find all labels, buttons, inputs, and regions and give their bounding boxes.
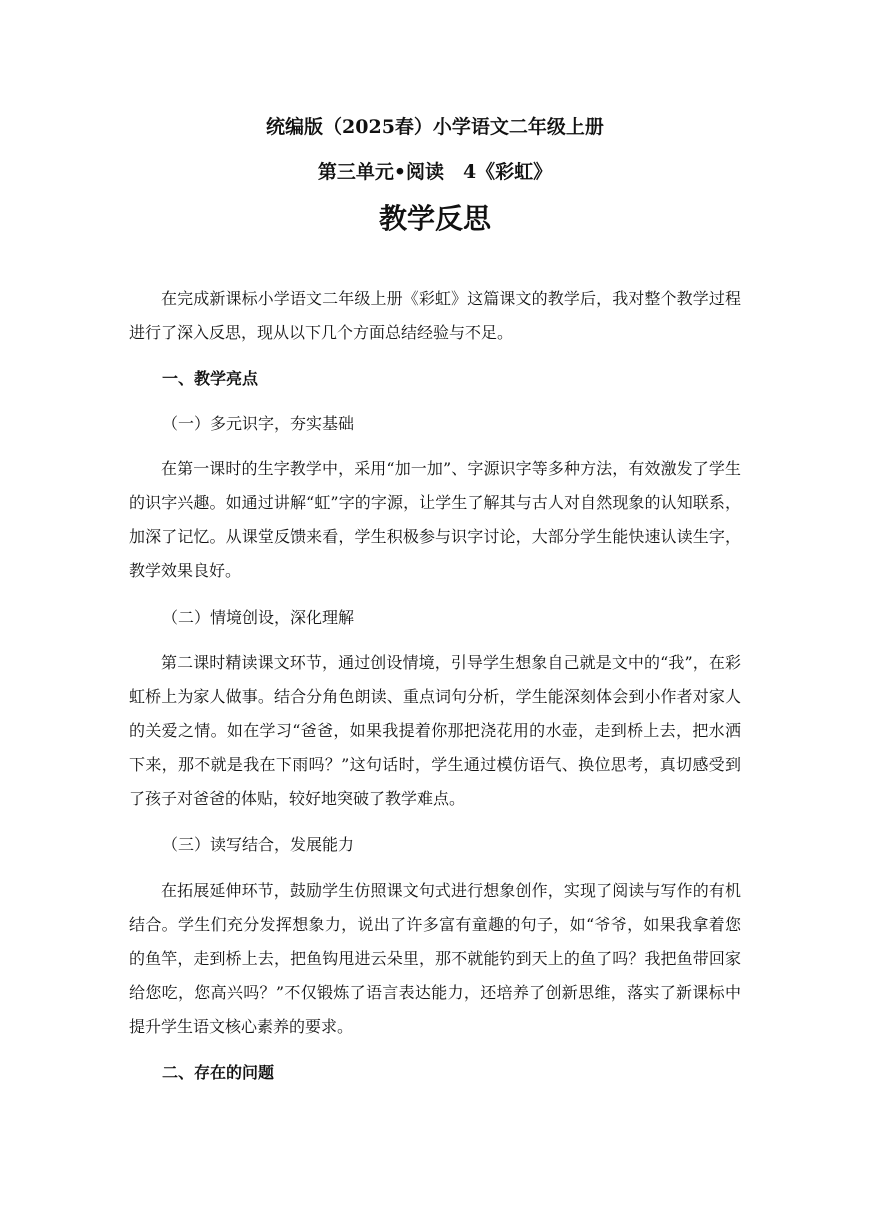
subsection-title-reading-writing: （三）读写结合，发展能力 [162,835,355,854]
intro-paragraph: 在完成新课标小学语文二年级上册《彩虹》这篇课文的教学后，我对整个教学过程进行了深入反思，现从以下几个方面总结经验与不足。 [129,289,741,342]
section-heading-problems: 二、存在的问题 [162,1063,275,1082]
document-series-title: 统编版（2025春）小学语文二年级上册 [266,116,604,138]
page-title: 教学反思 [378,202,491,235]
lesson-title: 第三单元•阅读 4《彩虹》 [317,161,553,183]
subsection-title-literacy: （一）多元识字，夯实基础 [162,414,355,433]
subsection-body-literacy: 在第一课时的生字教学中，采用“加一加”、字源识字等多种方法，有效激发了学生的识字兴趣。如通过讲解“虹”字的字源，让学生了解其与古人对自然现象的认知联系，加深了记忆。从课堂反馈来看，学生积极参与识字讨论，大部分学生能快速认读生字，教学效果良好。 [129,459,741,580]
subsection-body-context: 第二课时精读课文环节，通过创设情境，引导学生想象自己就是文中的“我”，在彩虹桥上为家人做事。结合分角色朗读、重点词句分析，学生能深刻体会到小作者对家人的关爱之情。如在学习“爸爸，如果我提着你那把浇花用的水壶，走到桥上去，把水洒下来，那不就是我在下雨吗？”这句话时，学生通过模仿语气、换位思考，真切感受到了孩子对爸爸的体贴，较好地突破了教学难点。 [129,653,741,808]
subsection-body-reading-writing: 在拓展延伸环节，鼓励学生仿照课文句式进行想象创作，实现了阅读与写作的有机结合。学生们充分发挥想象力，说出了许多富有童趣的句子，如“爷爷，如果我拿着您的鱼竿，走到桥上去，把鱼钩甩进云朵里，那不就能钓到天上的鱼了吗？我把鱼带回家给您吃，您高兴吗？”不仅锻炼了语言表达能力，还培养了创新思维，落实了新课标中提升学生语文核心素养的要求。 [129,881,741,1036]
section-heading-highlights: 一、教学亮点 [162,369,259,388]
subsection-title-context: （二）情境创设，深化理解 [162,608,355,627]
